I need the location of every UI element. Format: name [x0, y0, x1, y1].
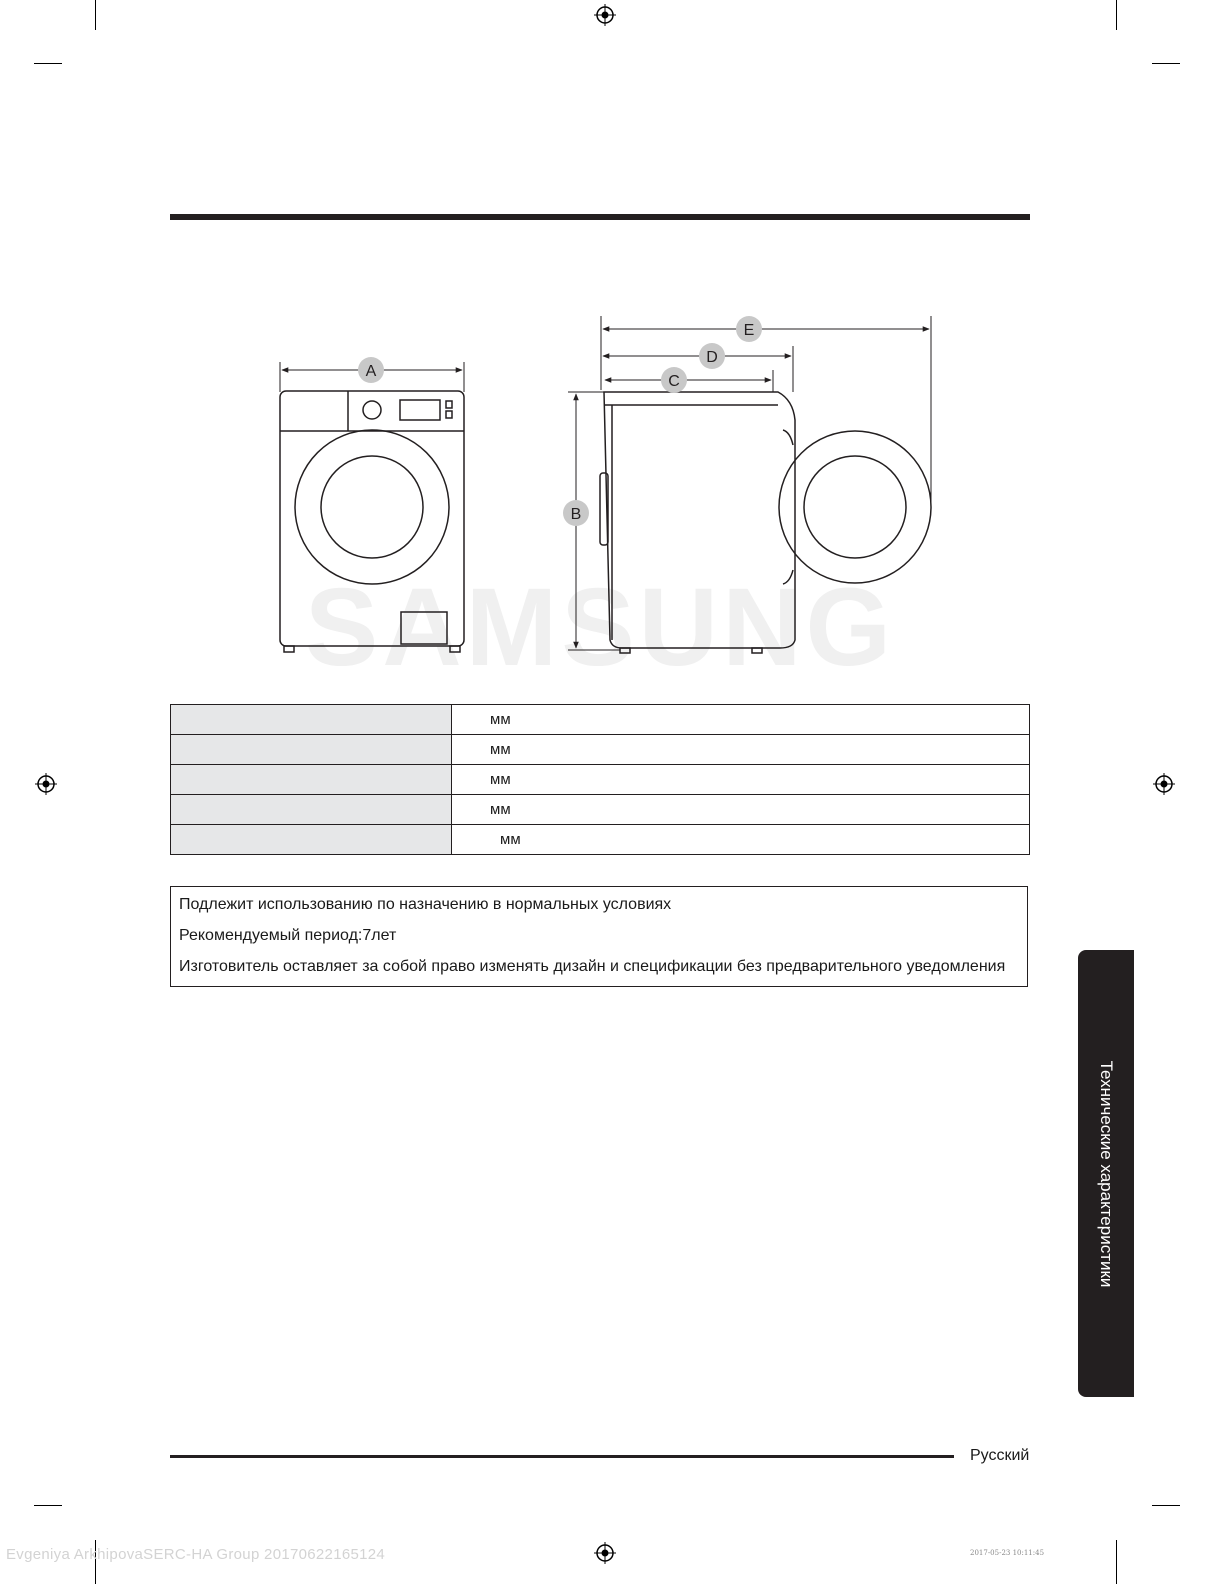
- table-row: [171, 765, 1030, 795]
- registration-mark-icon: [1153, 773, 1175, 795]
- notes-box: [170, 886, 1028, 987]
- table-row: [171, 795, 1030, 825]
- row-label: [171, 735, 452, 765]
- table-row: [171, 705, 1030, 735]
- print-slug: Evgeniya ArkhipovaSERC-HA Group 20170622165124: [6, 1546, 386, 1563]
- language-label: Русский: [970, 1447, 1030, 1464]
- open-door: [779, 431, 931, 583]
- row-label: [171, 825, 452, 855]
- row-unit: мм: [452, 825, 1030, 855]
- registration-mark-icon: [594, 1542, 616, 1564]
- chapter-tab: [1078, 950, 1134, 1397]
- dial-icon: [363, 401, 381, 419]
- watermark-text: SAMSUNG: [304, 566, 896, 689]
- dimension-label-e: E: [743, 322, 755, 339]
- dimensions-table: [170, 704, 1030, 855]
- row-unit: мм: [452, 765, 1030, 795]
- note-line: Рекомендуемый период:7лет: [179, 927, 397, 944]
- dimension-label-b: B: [570, 506, 582, 523]
- dimension-label-d: D: [706, 349, 718, 366]
- dimensions-diagram: [0, 0, 1224, 700]
- crop-mark: [1116, 1540, 1117, 1584]
- row-label: [171, 765, 452, 795]
- print-timestamp: 2017-05-23 10:11:45: [970, 1549, 1045, 1557]
- row-unit: мм: [452, 795, 1030, 825]
- table-row: [171, 735, 1030, 765]
- crop-mark: [34, 1505, 62, 1506]
- chapter-tab-label: Технические характеристики: [1097, 1060, 1116, 1287]
- note-line: Подлежит использованию по назначению в нормальных условиях: [179, 896, 672, 913]
- note-line: Изготовитель оставляет за собой право изменять дизайн и спецификации без предварительного уведомления: [179, 958, 1006, 975]
- row-unit: мм: [452, 705, 1030, 735]
- display-panel: [400, 400, 440, 420]
- dimension-label-a: A: [365, 363, 377, 380]
- row-label: [171, 705, 452, 735]
- front-door: [295, 430, 449, 584]
- table-row: [171, 825, 1030, 855]
- row-unit: мм: [452, 735, 1030, 765]
- registration-mark-icon: [35, 773, 57, 795]
- dimension-label-c: C: [668, 373, 680, 390]
- row-label: [171, 795, 452, 825]
- crop-mark: [1152, 1505, 1180, 1506]
- footer-rule: [170, 1455, 954, 1458]
